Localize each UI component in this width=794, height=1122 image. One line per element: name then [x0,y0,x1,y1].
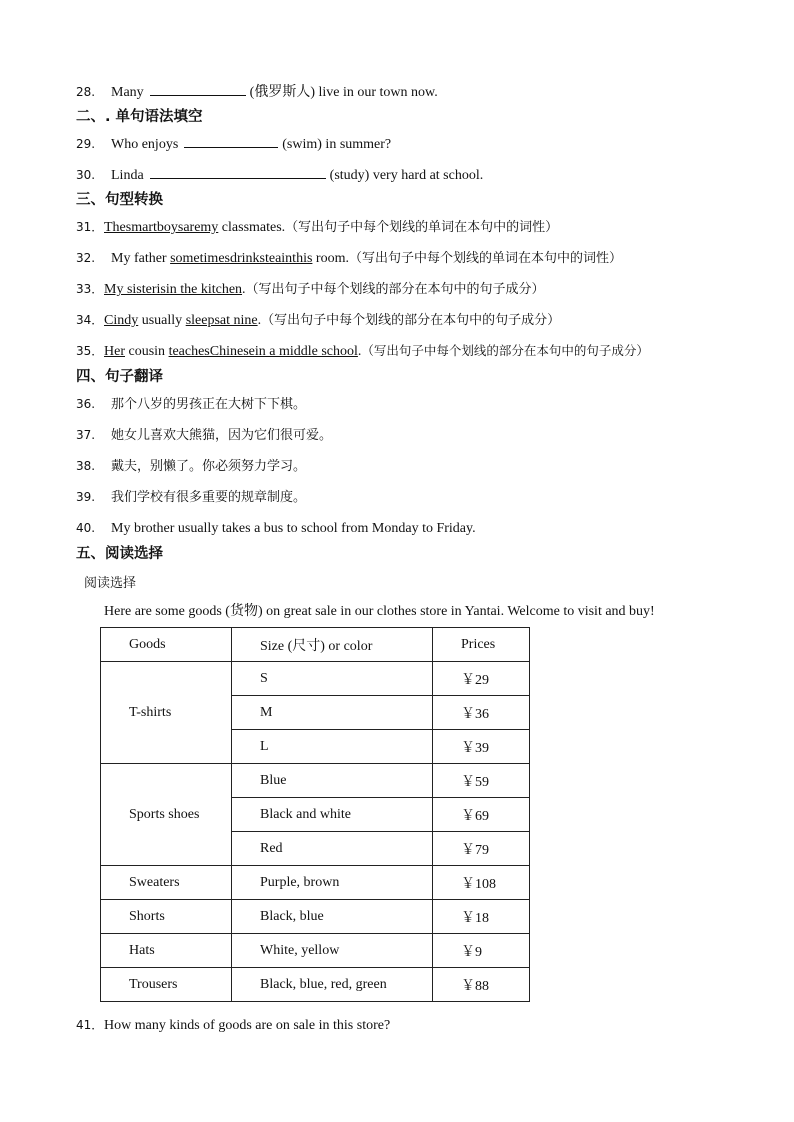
question-35 [76,342,649,361]
section-heading-transform: 三、句型转换 [76,192,163,208]
question-text: (study) very hard at school. [329,168,484,183]
size-color: M [232,696,433,730]
question-28 [76,83,438,102]
table-row [101,900,530,934]
question-text: . [357,344,362,359]
question-number: 37. [76,428,96,442]
underlined-text: teachesChinesein a middle school [168,344,358,359]
question-number: 39. [76,490,96,504]
question-text: (俄罗斯人) live in our town now. [249,85,438,100]
question-number: 34． [76,313,104,327]
question-text: 戴夫，别懒了。你必须努力学习。 [111,459,307,474]
question-38 [76,457,306,476]
question-text: usually [138,313,186,328]
question-number: 38. [76,459,96,473]
size-color: Black, blue [232,900,433,934]
question-text: 她女儿喜欢大熊猫，因为它们很可爱。 [111,428,333,443]
instruction-note: （写出句子中每个划线的部分在本句中的句子成分） [245,282,545,297]
header-size-color: Size (尺寸) or color [232,628,433,662]
table-header-row [101,628,530,662]
table-row [101,764,530,798]
table-row [101,662,530,696]
goods-name: Shorts [101,900,232,934]
instruction-note: （写出句子中每个划线的单词在本句中的词性） [348,251,622,266]
question-41 [76,1016,390,1035]
header-prices: Prices [433,628,530,662]
question-number: 31． [76,220,104,234]
section-heading-reading: 五、阅读选择 [76,546,163,562]
goods-name: Hats [101,934,232,968]
question-text: . [257,313,262,328]
question-text: Linda [111,168,144,183]
question-number: 35． [76,344,104,358]
question-text: Who enjoys [111,137,179,152]
underlined-text: Thesmartboysaremy [104,220,219,235]
underlined-text: Her [104,344,125,359]
size-color: White, yellow [232,934,433,968]
instruction-note: （写出句子中每个划线的部分在本句中的句子成分） [361,343,649,358]
question-text: Many [111,85,144,100]
goods-name: T-shirts [101,662,232,764]
question-40 [76,519,476,538]
underlined-text: Cindy [104,313,139,328]
question-number: 30. [76,168,96,182]
question-30 [76,166,483,185]
question-text: . [242,282,246,297]
answer-blank[interactable] [184,135,278,148]
size-color: Red [232,832,433,866]
underlined-text: sometimesdrinksteainthis [170,251,313,266]
price: ￥69 [433,798,530,832]
price: ￥108 [433,866,530,900]
question-text: My brother usually takes a bus to school from Monday to Friday. [111,521,476,536]
size-color: Blue [232,764,433,798]
underlined-text: sleepsat nine [185,313,258,328]
question-number: 33． [76,282,104,296]
table-row [101,968,530,1002]
size-color: Black and white [232,798,433,832]
price: ￥59 [433,764,530,798]
size-color: Purple, brown [232,866,433,900]
question-text: cousin [125,344,169,359]
goods-name: Sports shoes [101,764,232,866]
size-color: L [232,730,433,764]
question-text: classmates. [218,220,286,235]
table-row [101,934,530,968]
question-text: 我们学校有很多重要的规章制度。 [111,490,307,505]
size-color: S [232,662,433,696]
question-33 [76,280,545,299]
question-number: 29. [76,137,96,151]
price: ￥9 [433,934,530,968]
question-31 [76,218,558,237]
price: ￥88 [433,968,530,1002]
question-39 [76,488,306,507]
question-36 [76,395,306,414]
instruction-note: （写出句子中每个划线的部分在本句中的句子成分） [261,313,561,328]
question-text: My father [111,251,171,266]
goods-price-table [100,627,530,1002]
goods-name: Trousers [101,968,232,1002]
question-number: 40. [76,521,96,535]
section-heading-grammar: 二、. 单句语法填空 [76,109,203,125]
price: ￥79 [433,832,530,866]
price: ￥39 [433,730,530,764]
question-text: 那个八岁的男孩正在大树下下棋。 [111,397,307,412]
question-text: room. [312,251,349,266]
price: ￥18 [433,900,530,934]
section-subtitle: 阅读选择 [84,576,137,591]
instruction-note: （写出句子中每个划线的单词在本句中的词性） [285,220,559,235]
question-number: 32. [76,251,96,265]
section-heading-translation: 四、句子翻译 [76,369,163,385]
reading-intro: Here are some goods (货物) on great sale in our clothes store in Yantai. Welcome to visit and buy! [104,604,655,619]
header-goods: Goods [101,628,232,662]
price: ￥36 [433,696,530,730]
question-32 [76,249,622,268]
question-number: 41． [76,1018,104,1032]
table-row [101,866,530,900]
question-text: (swim) in summer? [282,137,392,152]
goods-name: Sweaters [101,866,232,900]
price: ￥29 [433,662,530,696]
underlined-text: My sisterisin the kitchen [104,282,243,297]
question-number: 28. [76,85,96,99]
question-text: How many kinds of goods are on sale in this store? [104,1018,391,1033]
answer-blank[interactable] [150,83,246,96]
question-29 [76,135,391,154]
size-color: Black, blue, red, green [232,968,433,1002]
answer-blank[interactable] [150,166,326,179]
question-37 [76,426,332,445]
question-34 [76,311,560,330]
question-number: 36. [76,397,96,411]
